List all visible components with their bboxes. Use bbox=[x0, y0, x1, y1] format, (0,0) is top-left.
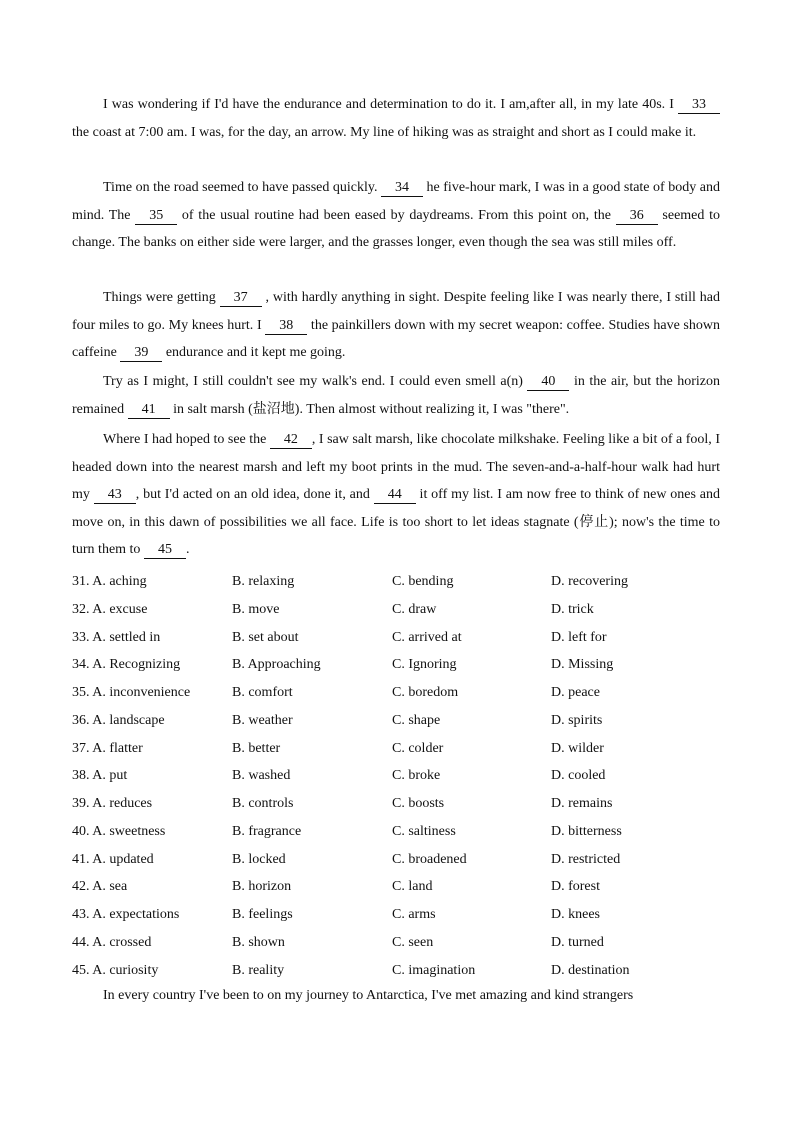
option-d: D. turned bbox=[551, 934, 604, 950]
passage-text: , with hardly anything in sight. Despite feeling like I was nearly there, I still had four miles to go. My knees hurt. I bbox=[72, 290, 720, 333]
option-b: B. set about bbox=[232, 629, 299, 645]
passage-text: Try as I might, I still couldn't see my walk's end. I could even smell a(n) bbox=[103, 374, 528, 389]
blank-33: 33 bbox=[678, 97, 720, 114]
passage-text: the coast at 7:00 am. I was, for the day, an arrow. My line of hiking was as straight and short as I could make it. bbox=[72, 124, 697, 140]
question-row bbox=[72, 790, 732, 818]
option-b: B. locked bbox=[232, 851, 286, 867]
option-d: D. peace bbox=[551, 685, 600, 700]
blank-42: 42 bbox=[270, 432, 312, 449]
blank-38: 38 bbox=[265, 318, 307, 335]
option-a: 39. A. reduces bbox=[72, 796, 153, 811]
question-row bbox=[72, 762, 732, 790]
option-a: 36. A. landscape bbox=[72, 712, 165, 728]
option-a: 43. A. expectations bbox=[72, 907, 180, 922]
option-c: C. colder bbox=[392, 740, 444, 756]
passage-text: Things were getting bbox=[103, 290, 220, 305]
option-a: 42. A. sea bbox=[72, 879, 128, 895]
blank-43: 43 bbox=[94, 487, 136, 504]
blank-39: 39 bbox=[120, 345, 162, 362]
passage-paragraph-3 bbox=[72, 284, 720, 367]
question-row bbox=[72, 873, 732, 901]
option-b: B. horizon bbox=[232, 879, 292, 895]
question-row bbox=[72, 596, 732, 624]
blank-41: 41 bbox=[128, 402, 170, 419]
option-c: C. land bbox=[392, 879, 433, 895]
option-a: 32. A. excuse bbox=[72, 601, 148, 617]
option-d: D. remains bbox=[551, 796, 613, 811]
option-d: D. trick bbox=[551, 601, 594, 617]
option-d: D. left for bbox=[551, 629, 607, 645]
blank-36: 36 bbox=[616, 208, 658, 225]
passage-text: the painkillers down with my secret weapon: coffee. Studies have shown caffeine bbox=[72, 317, 720, 361]
question-row bbox=[72, 707, 732, 735]
option-d: D. forest bbox=[551, 879, 600, 895]
option-b: B. washed bbox=[232, 768, 291, 784]
option-d: D. knees bbox=[551, 907, 600, 922]
passage-text: . bbox=[185, 542, 190, 558]
passage-text: it off my list. I am now free to think of new ones and move on, in this dawn of possibilities we all face. Life is too short to let ideas stagnate (停止); now's the time to turn them to bbox=[72, 487, 720, 558]
passage-text: seemed to change. The banks on either side were larger, and the grasses longer, even though the sea was still miles off. bbox=[72, 207, 720, 251]
option-a: 31. A. aching bbox=[72, 574, 147, 589]
question-row bbox=[72, 929, 732, 957]
option-a: 34. A. Recognizing bbox=[72, 657, 181, 673]
option-d: D. bitterness bbox=[551, 823, 622, 839]
option-a: 45. A. curiosity bbox=[72, 962, 159, 978]
passage-text: I was wondering if I'd have the endurance and determination to do it. I am,after all, in my late 40s. I bbox=[103, 97, 678, 112]
option-b: B. better bbox=[232, 740, 281, 756]
option-b: B. reality bbox=[232, 962, 285, 978]
answer-options bbox=[72, 568, 732, 984]
blank-44: 44 bbox=[374, 487, 416, 504]
option-c: C. seen bbox=[392, 934, 434, 950]
option-c: C. boosts bbox=[392, 796, 445, 811]
question-row bbox=[72, 624, 732, 652]
option-b: B. fragrance bbox=[232, 823, 302, 839]
question-row bbox=[72, 957, 732, 985]
closing-paragraph bbox=[72, 982, 720, 1010]
passage-text: he five-hour mark, I was in a good state of body and mind. The bbox=[72, 180, 720, 223]
passage-paragraph-5 bbox=[72, 426, 720, 564]
question-row bbox=[72, 818, 732, 846]
option-d: D. spirits bbox=[551, 712, 603, 728]
blank-40: 40 bbox=[527, 374, 569, 391]
option-c: C. broadened bbox=[392, 851, 467, 867]
option-d: D. restricted bbox=[551, 851, 621, 867]
option-b: B. move bbox=[232, 601, 280, 617]
passage-paragraph-2 bbox=[72, 174, 720, 257]
option-d: D. destination bbox=[551, 962, 630, 978]
option-c: C. saltiness bbox=[392, 823, 456, 839]
option-b: B. Approaching bbox=[232, 657, 321, 673]
passage-text: in salt marsh (盐沼地). Then almost without realizing it, I was "there". bbox=[169, 401, 570, 417]
blank-37: 37 bbox=[220, 290, 262, 307]
option-d: D. recovering bbox=[551, 574, 628, 589]
option-c: C. arms bbox=[392, 907, 436, 922]
option-b: B. feelings bbox=[232, 907, 293, 922]
closing-line: In every country I've been to on my journey to Antarctica, I've met amazing and kind strangers bbox=[103, 988, 634, 1003]
question-row bbox=[72, 901, 732, 929]
option-c: C. boredom bbox=[392, 685, 459, 700]
question-row bbox=[72, 846, 732, 874]
passage-paragraph-4 bbox=[72, 368, 720, 423]
option-d: D. cooled bbox=[551, 768, 606, 784]
passage-text: of the usual routine had been eased by daydreams. From this point on, the bbox=[177, 207, 616, 223]
blank-34: 34 bbox=[381, 180, 423, 197]
blank-45: 45 bbox=[144, 542, 186, 559]
option-b: B. weather bbox=[232, 712, 293, 728]
option-c: C. bending bbox=[392, 574, 454, 589]
option-b: B. relaxing bbox=[232, 574, 295, 589]
option-c: C. shape bbox=[392, 712, 441, 728]
option-a: 40. A. sweetness bbox=[72, 823, 166, 839]
option-a: 38. A. put bbox=[72, 768, 128, 784]
option-c: C. arrived at bbox=[392, 629, 462, 645]
question-row bbox=[72, 735, 732, 763]
option-a: 41. A. updated bbox=[72, 851, 154, 867]
passage-text: in the air, but the horizon remained bbox=[72, 374, 720, 417]
option-b: B. comfort bbox=[232, 685, 293, 700]
option-d: D. wilder bbox=[551, 740, 604, 756]
option-a: 35. A. inconvenience bbox=[72, 685, 191, 700]
passage-paragraph-1 bbox=[72, 91, 720, 146]
option-b: B. shown bbox=[232, 934, 285, 950]
option-b: B. controls bbox=[232, 796, 294, 811]
question-row bbox=[72, 568, 732, 596]
blank-35: 35 bbox=[135, 208, 177, 225]
passage-text: , but I'd acted on an old idea, done it, and bbox=[135, 487, 374, 503]
option-c: C. imagination bbox=[392, 962, 476, 978]
option-a: 44. A. crossed bbox=[72, 934, 152, 950]
question-row bbox=[72, 679, 732, 707]
option-c: C. draw bbox=[392, 601, 437, 617]
passage-text: Where I had hoped to see the bbox=[103, 432, 270, 447]
passage-text: endurance and it kept me going. bbox=[162, 345, 346, 361]
option-a: 37. A. flatter bbox=[72, 740, 143, 756]
passage-text: , I saw salt marsh, like chocolate milkshake. Feeling like a bit of a fool, I headed down into the nearest marsh and left my boot prints in the mud. The seven-and-a-half-hour walk had hurt my bbox=[72, 432, 720, 503]
question-row bbox=[72, 651, 732, 679]
option-c: C. Ignoring bbox=[392, 657, 457, 673]
option-a: 33. A. settled in bbox=[72, 629, 161, 645]
passage-text: Time on the road seemed to have passed quickly. bbox=[103, 180, 381, 195]
option-d: D. Missing bbox=[551, 657, 614, 673]
option-c: C. broke bbox=[392, 768, 441, 784]
